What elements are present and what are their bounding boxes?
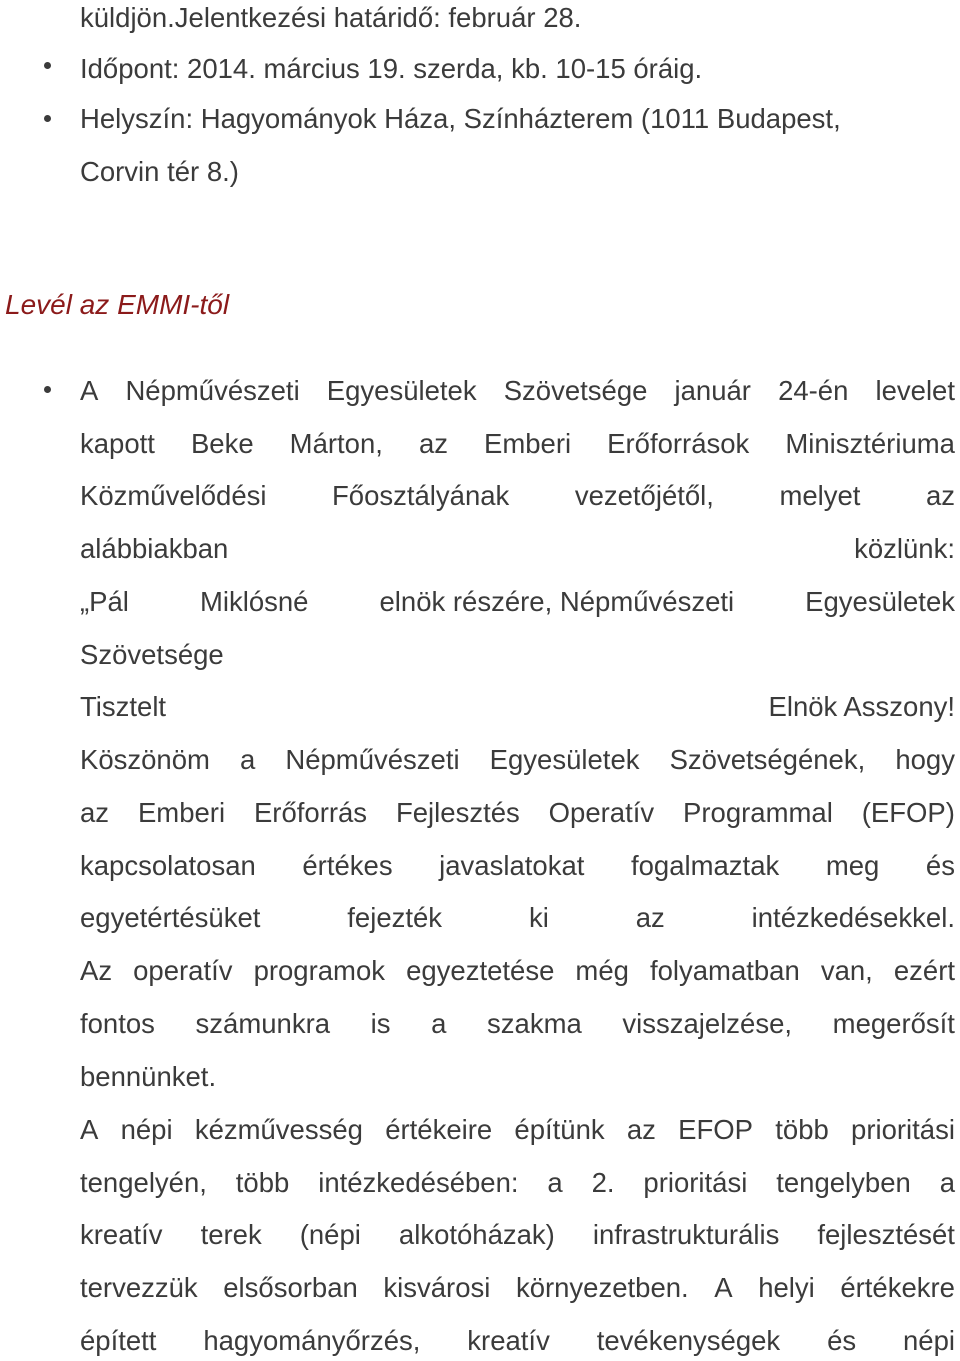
word: kapcsolatosan [80,850,256,881]
list-item-place: Helyszín: Hagyományok Háza, Színházterem (1011 Budapest, [80,103,841,134]
word: kapott [80,428,155,459]
word: közlünk: [854,533,955,564]
word: Köszönöm [80,744,210,775]
word: Főosztályának [331,480,510,511]
word: Erőforrás [253,797,368,828]
word: hogy [895,744,955,775]
bullet-dot [44,115,51,122]
word: több [235,1167,290,1198]
body-line [80,852,955,880]
word: hagyományőrzés, [203,1325,421,1356]
word: kreatív [467,1325,550,1356]
word: kisvárosi [383,1272,491,1303]
word: Programmal [683,797,833,828]
word: EFOP [678,1114,754,1145]
word: még [575,955,629,986]
word: intézkedésekkel. [751,902,955,933]
word: Emberi [484,428,572,459]
word: fejlesztését [817,1219,955,1250]
word: tengelyén, [80,1167,207,1198]
word: ezért [893,955,955,986]
word: Miklósné [199,586,309,617]
word: és [925,850,955,881]
word: meg [825,850,880,881]
word: fejezték [347,902,443,933]
body-line [80,904,955,932]
word: Egyesületek [489,744,640,775]
body-line [80,1327,955,1355]
word: a [431,1008,447,1039]
word: szakma [487,1008,582,1039]
word: Elnök Asszony! [768,691,955,722]
body-line: Szövetsége [80,639,224,670]
word: értékeire [385,1114,493,1145]
word: van, [820,955,873,986]
word: helyi [758,1272,815,1303]
word: elsősorban [223,1272,358,1303]
word: 2. [591,1167,615,1198]
word: „Pál [80,586,129,617]
word: az [80,797,110,828]
body-line [80,1010,955,1038]
word: 24-én [778,375,849,406]
word: népi [120,1114,173,1145]
word: környezetben. [515,1272,689,1303]
word: tevékenységek [596,1325,781,1356]
word: alábbiakban [80,533,229,564]
word: kreatív [80,1219,163,1250]
word: Operatív [548,797,655,828]
word: prioritási [643,1167,748,1198]
salutation-line [80,693,955,721]
word: vezetőjétől, [574,480,714,511]
word: a [939,1167,955,1198]
word: épített [80,1325,157,1356]
body-line [80,746,955,774]
word: elnök részére, Népművészeti [379,586,735,617]
word: alkotóházak) [398,1219,555,1250]
word: Közművelődési [80,480,267,511]
body-line: bennünket. [80,1061,217,1092]
body-line [80,1274,955,1302]
word: Tisztelt [80,691,167,722]
word: megerősít [832,1008,955,1039]
body-line [80,430,955,458]
body-line [80,535,955,563]
word: infrastrukturális [592,1219,780,1250]
word: A [80,375,99,406]
body-line [80,377,955,405]
word: terek [200,1219,262,1250]
body-line [80,1169,955,1197]
word: a [547,1167,563,1198]
body-line [80,588,955,616]
word: az [925,480,955,511]
word: is [370,1008,391,1039]
word: több [775,1114,829,1145]
word: Minisztériuma [785,428,955,459]
word: számunkra [195,1008,331,1039]
word: Emberi [137,797,226,828]
word: Népművészeti [125,375,300,406]
word: az [418,428,448,459]
section-heading: Levél az EMMI-től [5,289,230,320]
word: értékekre [840,1272,955,1303]
word: kézművesség [194,1114,363,1145]
bullet-dot [44,62,51,69]
word: A [80,1114,99,1145]
body-line [80,799,955,827]
word: egyeztetése [406,955,555,986]
word: a [240,744,256,775]
body-line [80,1116,955,1144]
word: intézkedésében: [318,1167,519,1198]
word: fogalmaztak [630,850,780,881]
word: Egyesületek [805,586,955,617]
word: Márton, [289,428,383,459]
word: melyet [779,480,861,511]
word: építünk [514,1114,605,1145]
word: Egyesületek [326,375,477,406]
word: Szövetsége [503,375,648,406]
word: egyetértésüket [80,902,261,933]
list-item-time: Időpont: 2014. március 19. szerda, kb. 10-15 óráig. [80,53,703,84]
word: (EFOP) [861,797,955,828]
word: tervezzük [80,1272,198,1303]
word: Szövetségének, [669,744,866,775]
word: programok [253,955,386,986]
word: Népművészeti [285,744,460,775]
word: Az [80,955,113,986]
word: (népi [299,1219,361,1250]
word: folyamatban [649,955,800,986]
word: fontos [80,1008,155,1039]
list-item-place-cont: Corvin tér 8.) [80,156,239,187]
body-line [80,482,955,510]
bullet-dot [44,386,51,393]
body-line [80,957,955,985]
word: visszajelzése, [622,1008,793,1039]
body-line [80,1221,955,1249]
word: Erőforrások [607,428,750,459]
word: népi [903,1325,955,1356]
word: és [827,1325,857,1356]
word: Beke [190,428,254,459]
word: értékes [302,850,393,881]
word: tengelyben [776,1167,911,1198]
word: január [674,375,751,406]
word: ki [528,902,549,933]
word: levelet [875,375,955,406]
word: prioritási [851,1114,955,1145]
word: operatív [133,955,233,986]
word: A [714,1272,733,1303]
word: javaslatokat [439,850,585,881]
word: az [635,902,665,933]
word: Fejlesztés [395,797,520,828]
word: az [626,1114,656,1145]
intro-text-line: küldjön.Jelentkezési határidő: február 28. [80,2,582,33]
